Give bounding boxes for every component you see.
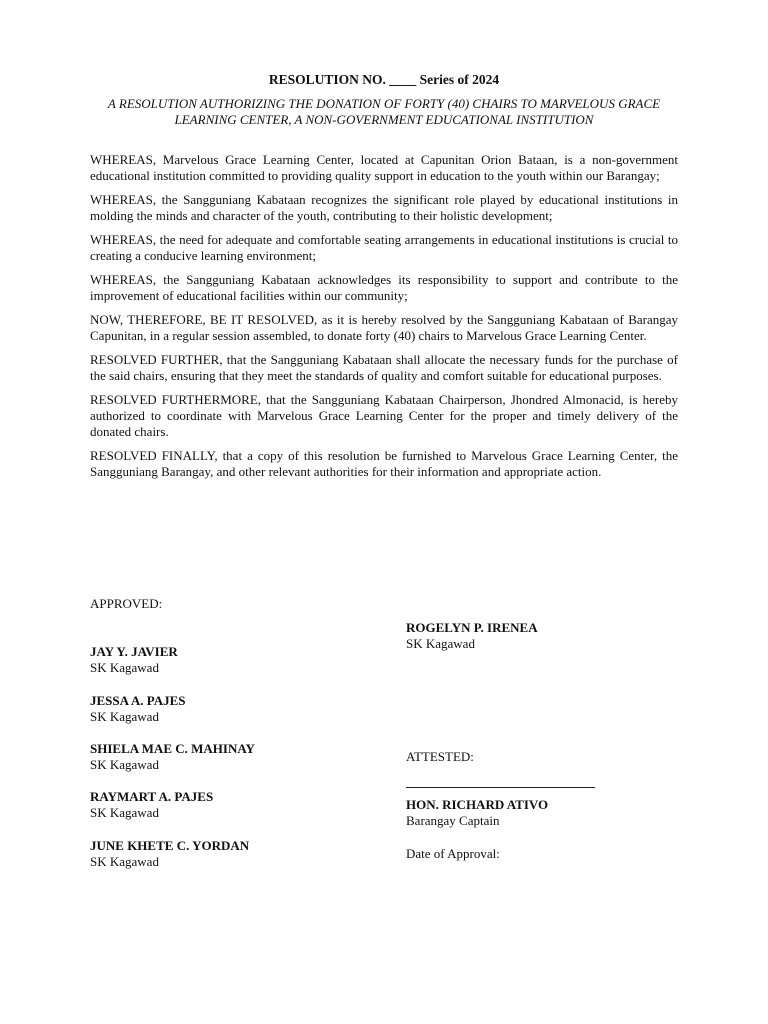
date-of-approval-label: Date of Approval:: [406, 846, 500, 861]
resolution-title: RESOLUTION NO. ____ Series of 2024: [268, 72, 500, 87]
resolved-paragraph: NOW, THEREFORE, BE IT RESOLVED, as it is hereby resolved by the Sangguniang Kabataan of Barangay Capunitan, in a regular session assembled, to donate forty (40) chairs to Marvelous Grace Learning Center.: [90, 312, 678, 343]
signatory-role: SK Kagawad: [90, 660, 159, 675]
signatory-role: SK Kagawad: [90, 805, 159, 820]
approved-label: APPROVED:: [90, 596, 163, 611]
signatory-block: [90, 693, 186, 725]
whereas-paragraph-2: WHEREAS, the Sangguniang Kabataan recognizes the significant role played by educational institutions in molding the minds and character of the youth, contributing to their holistic development;: [90, 192, 678, 223]
signatory-name: ROGELYN P. IRENEA: [406, 620, 538, 635]
signatory-block: [90, 741, 255, 773]
signatory-role: SK Kagawad: [90, 709, 159, 724]
whereas-paragraph-1: WHEREAS, Marvelous Grace Learning Center, located at Capunitan Orion Bataan, is a non-government educational institution committed to providing quality support in education to the youth within our Barangay;: [90, 152, 678, 183]
attester-block: [406, 797, 548, 829]
signatory-role: SK Kagawad: [90, 854, 159, 869]
signatory-block-right: [406, 620, 538, 652]
signatory-block: [90, 789, 213, 821]
signatory-name: RAYMART A. PAJES: [90, 789, 214, 804]
whereas-paragraph-4: WHEREAS, the Sangguniang Kabataan acknowledges its responsibility to support and contribute to the improvement of educational facilities within our community;: [90, 272, 678, 303]
signatory-name: JESSA A. PAJES: [90, 693, 186, 708]
resolution-subtitle: A RESOLUTION AUTHORIZING THE DONATION OF FORTY (40) CHAIRS TO MARVELOUS GRACE LEARNING CENTER, A NON-GOVERNMENT EDUCATIONAL INSTITUTION: [107, 96, 661, 127]
signatory-block: [90, 838, 249, 870]
whereas-paragraph-3: WHEREAS, the need for adequate and comfortable seating arrangements in educational institutions is crucial to creating a conducive learning environment;: [90, 232, 678, 263]
signatory-name: JUNE KHETE C. YORDAN: [90, 838, 250, 853]
signatory-role: SK Kagawad: [90, 757, 159, 772]
attester-name: HON. RICHARD ATIVO: [406, 797, 549, 812]
resolved-further-paragraph: RESOLVED FURTHER, that the Sangguniang Kabataan shall allocate the necessary funds for the purchase of the said chairs, ensuring that they meet the standards of quality and comfort suitable for educational purposes.: [90, 352, 678, 383]
resolved-furthermore-paragraph: RESOLVED FURTHERMORE, that the Sangguniang Kabataan Chairperson, Jhondred Almonacid, is hereby authorized to coordinate with Marvelous Grace Learning Center for the proper and timely delivery of the donated chairs.: [90, 392, 678, 439]
signature-line: [406, 787, 595, 788]
attester-role: Barangay Captain: [406, 813, 500, 828]
signatory-name: SHIELA MAE C. MAHINAY: [90, 741, 255, 756]
resolved-finally-paragraph: RESOLVED FINALLY, that a copy of this resolution be furnished to Marvelous Grace Learning Center, the Sangguniang Barangay, and other relevant authorities for their information and appropriate action.: [90, 448, 678, 479]
signatory-name: JAY Y. JAVIER: [90, 644, 178, 659]
resolution-body: [90, 152, 678, 488]
signatory-block: [90, 644, 178, 676]
signatory-role: SK Kagawad: [406, 636, 475, 651]
attested-label: ATTESTED:: [406, 749, 474, 764]
